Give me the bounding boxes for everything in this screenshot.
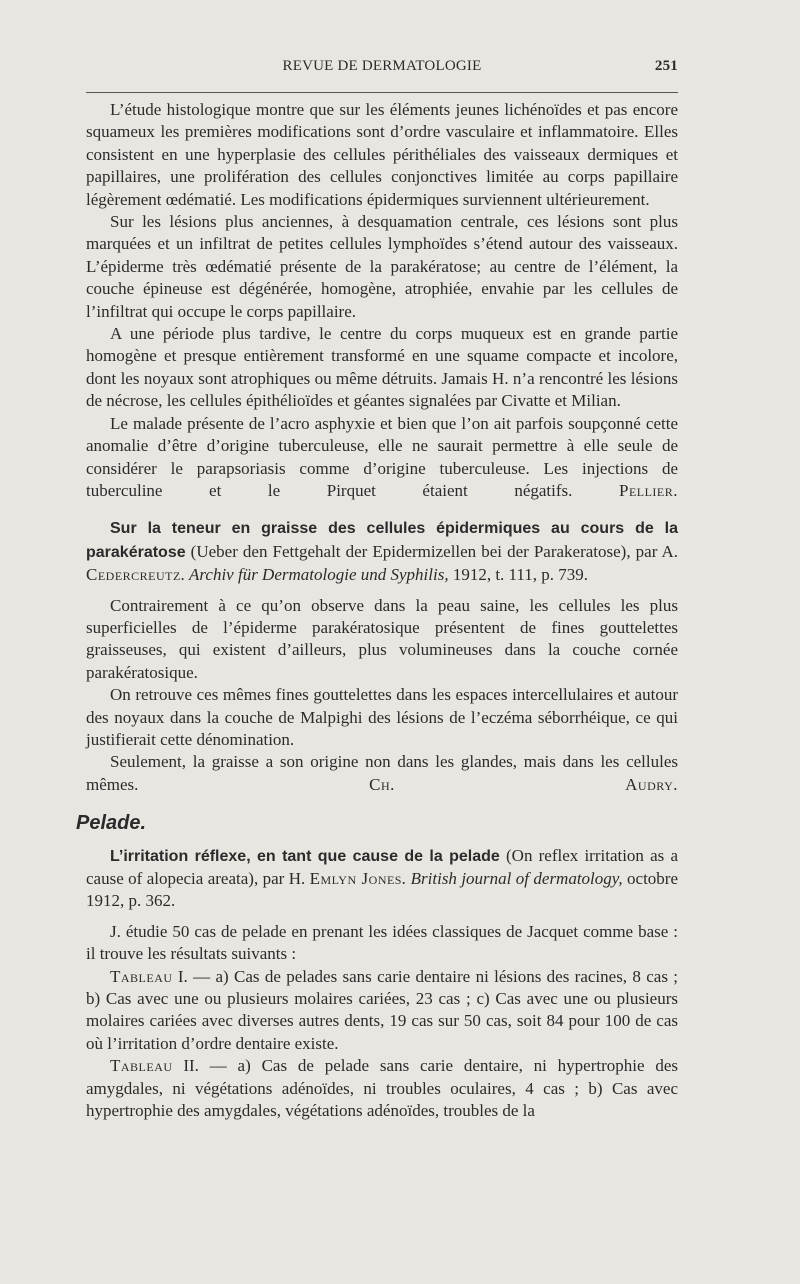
citation-tail-pelade: octobre 1912, p. 362. <box>86 869 679 911</box>
tableau-2-text: II. — a) Cas de pelade sans carie dentaire, ni hypertrophie des amygdales, ni végétations adénoïdes, ni troubles oculaires, 4 cas ; b) Cas avec hypertrophie des amygdales, végétations adénoïdes, troubles de la <box>86 1056 678 1121</box>
paragraph-3: A une période plus tardive, le centre du corps muqueux est en grande partie homogène et presque entièrement transformé en une squame compacte et incolore, dont les noyaux sont atrophiques ou même détruits. Jamais H. n’a rencontré les lésions de nécrose, les cellules épithélioïdes et géantes signalées par Civatte et Milian. <box>86 324 678 411</box>
paragraph-4-text: Le malade présente de l’acro asphyxie et bien que l’on ait parfois soupçonné cette anomalie d’être d’origine tuberculeuse, elle ne saurait permettre à elle seule de considérer le parapsoriasis comme d’origine tuberculeuse. Les injections de tuberculine et le Pirquet étaient négatifs. <box>86 413 678 500</box>
tableau-1-text: I. — a) Cas de pelades sans carie dentaire ni lésions des racines, 8 cas ; b) Cas avec une ou plusieurs molaires cariées, 23 cas ; c) Cas avec une ou plusieurs molaires cariées avec diverses autres dents, 19 cas sur 50 cas, soit 84 pour 100 de cas où l’irritation d’ordre dentaire existe. <box>86 966 678 1053</box>
tableau-2 <box>86 1055 678 1122</box>
spacer <box>86 502 678 507</box>
paragraph-10: J. étudie 50 cas de pelade en prenant les idées classiques de Jacquet comme base : il trouve les résultats suivants : <box>86 921 678 964</box>
paragraph-8-text: Seulement, la graisse a son origine non dans les glandes, mais dans les cellules mêmes. <box>86 752 678 794</box>
section-heading-pelade: Pelade. <box>76 812 147 835</box>
paragraph-1: L’étude histologique montre que sur les éléments jeunes lichénoïdes et pas encore squameux les premières modifications sont d’ordre vasculaire et inflammatoire. Elles consistent en une hyperplasie des cellules périthéliales des vaisseaux dermiques et papillaires, une prolifération des cellules conjonctives limitée au corps papillaire légèrement œdématié. Les modifications épidermiques surviennent ultérieurement. <box>86 100 678 209</box>
paragraph-2: Sur les lésions plus anciennes, à desquamation centrale, ces lésions sont plus marquées et un infiltrat de petites cellules lymphoïdes s’étend autour des vaisseaux. L’épiderme très œdématié présente de la parakératose; au centre de l’élément, la couche épineuse est dégénérée, homogène, atrophiée, envahie par les cellules de l’infiltrat qui occupe le corps papillaire. <box>86 212 678 321</box>
signature-pellier: Pellier. <box>618 480 679 500</box>
review-entry-cedercreutz <box>86 517 678 586</box>
article-title-parakeratose: Sur la teneur en graisse des cellules épidermiques au cours de la parakératose <box>86 520 678 561</box>
article-content <box>76 99 679 1122</box>
running-title: REVUE DE DERMATOLOGIE <box>282 58 482 74</box>
tableau-1 <box>86 966 678 1056</box>
journal-british: . British journal of dermatology, <box>402 869 623 888</box>
paragraph-7: On retrouve ces mêmes fines gouttelettes dans les espaces intercellulaires et autour des noyaux dans la couche de Malpighi des lésions de l’eczéma séborrhéique, ce qui justifierait cette dénomination. <box>86 685 678 749</box>
paragraph-8 <box>86 751 678 796</box>
tableau-1-label: Tableau <box>110 966 173 986</box>
author-emlyn-jones: Emlyn Jones <box>309 869 402 888</box>
signature-audry: Ch. Audry. <box>369 774 678 794</box>
tableau-2-label: Tableau <box>110 1056 173 1076</box>
article-citation-pelade: (On reflex irritation as a cause of alopecia areata), par H. <box>86 845 679 888</box>
running-head <box>86 56 678 80</box>
citation-tail: 1912, t. 111, p. 739. <box>448 565 589 585</box>
article-citation: (Ueber den Fettgehalt der Epidermizellen bei der Parakeratose), par A. <box>185 541 678 561</box>
paragraph-4 <box>86 413 678 503</box>
journal-archiv: . Archiv für Dermatologie und Syphilis, <box>180 565 449 585</box>
author-cedercreutz: Cedercreutz <box>86 565 181 585</box>
header-rule <box>86 92 678 93</box>
paragraph-6: Contrairement à ce qu’on observe dans la peau saine, les cellules les plus superficielles de l’épiderme parakératosique présentent de fines gouttelettes graisseuses, qui existent d’ailleurs, plus volumineuses dans la couche cornée parakératosique. <box>86 595 678 682</box>
review-entry-emlyn-jones <box>86 845 678 913</box>
page-number: 251 <box>654 58 678 74</box>
article-title-pelade: L’irritation réflexe, en tant que cause de la pelade <box>110 847 500 865</box>
